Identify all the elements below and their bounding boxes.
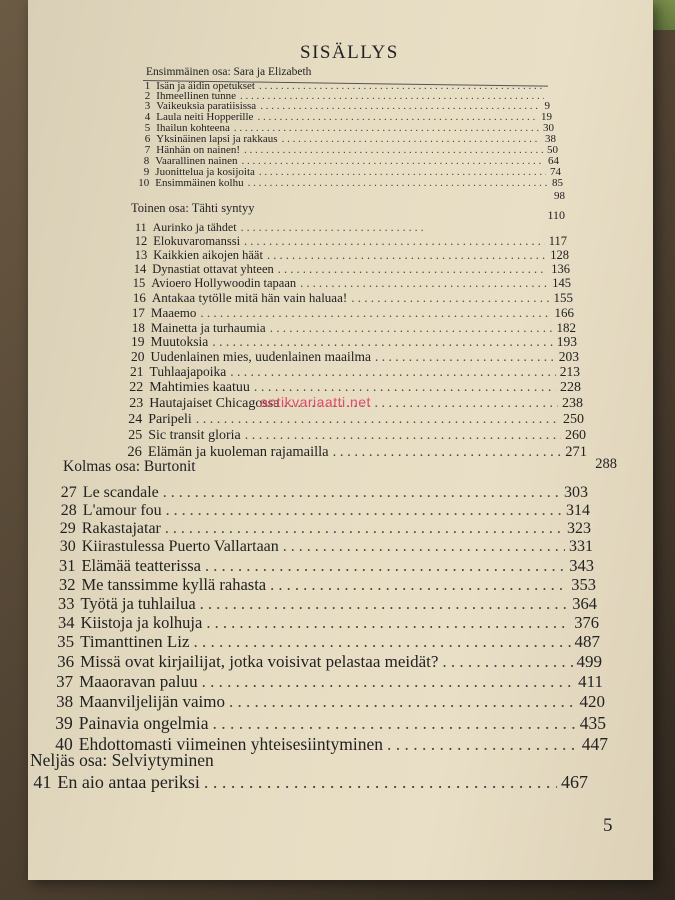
chapter-title: Vaikeuksia paratiisissa: [156, 100, 257, 112]
chapter-number: 41: [33, 772, 52, 792]
dot-leader: [230, 364, 555, 380]
chapter-number: 5: [144, 122, 151, 134]
page-ref: 420: [579, 692, 605, 711]
chapter-number: 17: [131, 305, 145, 320]
page-ref: 499: [576, 652, 602, 671]
page-ref: 435: [579, 713, 606, 733]
chapter-title: Työtä ja tuhlailua: [80, 594, 196, 613]
chapter-title: Juonittelua ja kosijoita: [155, 166, 255, 178]
toc-entry: [131, 220, 431, 235]
toc-entry: [54, 556, 594, 576]
dot-leader: [194, 632, 571, 652]
toc-entry: [56, 502, 590, 520]
dot-leader: [212, 334, 552, 350]
page-ref: 74: [550, 166, 561, 178]
page-ref: 128: [550, 248, 569, 262]
page-ref: 487: [574, 632, 600, 651]
chapter-number: 29: [59, 520, 76, 537]
toc-entry: [124, 412, 584, 428]
watermark: antikvariaatti.net: [260, 394, 371, 410]
chapter-title: Maaemo: [150, 305, 197, 320]
chapter-title: Vaarallinen nainen: [155, 155, 238, 167]
chapter-number: 35: [57, 632, 75, 651]
chapter-title: Elämän ja kuoleman rajamailla: [147, 444, 329, 460]
chapter-number: 32: [58, 575, 76, 594]
page-ref: 250: [563, 412, 584, 427]
dot-leader: [300, 276, 548, 291]
toc-entry: [127, 334, 577, 350]
page-ref: 166: [554, 305, 574, 320]
chapter-title: Missä ovat kirjailijat, jotka voisivat pelastaa meidät?: [80, 652, 439, 671]
dot-leader: [163, 484, 560, 502]
chapter-title: Dynastiat ottavat yhteen: [152, 262, 274, 276]
chapter-number: 34: [57, 613, 75, 632]
chapter-title: Painavia ongelmia: [78, 713, 209, 733]
page-ref: 9: [544, 100, 550, 112]
chapter-title: Rakastajatar: [81, 520, 161, 537]
chapter-title: Le scandale: [82, 484, 159, 501]
chapter-title: Maanviljelijän vaimo: [79, 692, 225, 711]
chapter-number: 9: [143, 166, 150, 178]
chapter-title: Sic transit gloria: [148, 428, 241, 443]
toc-entry: [124, 428, 586, 444]
page-ref: 98: [554, 190, 565, 202]
page-ref: 110: [547, 208, 565, 222]
chapter-title: Antakaa tytölle mitä hän vain haluaa!: [151, 290, 348, 305]
chapter-number: 4: [144, 111, 151, 123]
chapter-number: 13: [134, 248, 148, 262]
chapter-title: En aio antaa periksi: [57, 772, 200, 792]
dot-leader: [229, 692, 576, 712]
part-heading: Ensimmäinen osa: Sara ja Elizabeth: [146, 66, 312, 78]
chapter-number: 20: [131, 349, 145, 364]
chapter-number: 15: [132, 276, 146, 290]
toc-entry: [54, 575, 596, 595]
page-ref: 467: [561, 772, 588, 792]
chapter-number: 12: [134, 234, 148, 248]
page-ref: 353: [571, 575, 596, 594]
book-page: [28, 0, 653, 880]
toc-entry: [53, 613, 599, 633]
chapter-number: 8: [143, 155, 150, 167]
chapter-title: Kiistoja ja kolhuja: [80, 613, 203, 632]
toc-entry: [55, 520, 591, 538]
chapter-number: 38: [56, 692, 74, 711]
toc-entry: [130, 262, 570, 277]
chapter-title: L'amour fou: [82, 502, 162, 519]
page-ref: 155: [553, 290, 573, 305]
chapter-title: Ihailun kohteena: [156, 122, 230, 134]
chapter-number: 10: [138, 177, 150, 189]
page-ref: 331: [569, 538, 593, 555]
toc-entry: [131, 234, 567, 249]
chapter-title: Hautajaiset Chicagossa: [149, 396, 280, 411]
chapter-title: Timanttinen Liz: [80, 632, 190, 651]
toc-entry: [51, 672, 603, 692]
dot-leader: [351, 290, 549, 306]
page-ref: 19: [541, 111, 552, 123]
toc-entry: [127, 349, 579, 365]
page-ref: 447: [581, 734, 608, 754]
toc-entry: [28, 772, 588, 793]
chapter-number: 1: [144, 80, 151, 92]
dot-leader: [165, 520, 563, 538]
dot-leader: [278, 262, 548, 277]
dot-leader: [202, 672, 575, 692]
chapter-number: 2: [144, 90, 151, 102]
page-ref: 136: [551, 262, 570, 276]
chapter-title: Mainetta ja turhaumia: [150, 320, 266, 335]
chapter-number: 7: [144, 144, 151, 156]
toc-entry: [123, 456, 617, 473]
chapter-title: Ehdottomasti viimeinen yhteisesiintyminen: [78, 734, 384, 754]
dot-leader: [200, 594, 569, 614]
toc-entry: [128, 305, 574, 321]
chapter-title: Hänhän on nainen!: [156, 144, 240, 156]
chapter-title: Kaikkien aikojen häät: [153, 248, 263, 262]
chapter-title: Avioero Hollywoodin tapaan: [151, 276, 297, 290]
chapter-number: 11: [135, 220, 147, 234]
dot-leader: [244, 234, 545, 249]
chapter-number: 31: [58, 556, 76, 575]
chapter-number: 24: [128, 412, 143, 427]
dot-leader: [387, 734, 578, 755]
page-ref: 314: [566, 502, 590, 519]
chapter-number: 16: [132, 290, 146, 305]
toc-entry: [129, 290, 573, 306]
toc-entry: [52, 632, 600, 652]
chapter-number: 36: [57, 652, 75, 671]
chapter-title: Tuhlaajapoika: [149, 364, 227, 379]
page-ref: 228: [560, 380, 581, 395]
part-heading: Neljäs osa: Selviytyminen: [30, 750, 214, 770]
chapter-title: Aurinko ja tähdet: [152, 220, 237, 234]
chapter-title: Isän ja äidin opetukset: [156, 80, 255, 92]
dot-leader: [196, 412, 559, 428]
dot-leader: [267, 248, 546, 263]
toc-entry: [51, 692, 605, 712]
dot-leader: [270, 575, 567, 595]
dot-leader: [375, 349, 555, 365]
dot-leader: [204, 772, 557, 793]
page-ref: 271: [565, 444, 587, 460]
page-ref: 145: [552, 276, 571, 290]
dot-leader: [283, 538, 565, 556]
page-ref: 238: [562, 396, 583, 411]
chapter-number: 33: [57, 594, 75, 613]
chapter-title: Maaoravan paluu: [79, 672, 198, 691]
toc-entry: [55, 538, 593, 556]
chapter-number: 3: [144, 100, 151, 112]
dot-leader: [248, 177, 548, 189]
part-heading: Kolmas osa: Burtonit: [63, 458, 196, 475]
dot-leader: [245, 428, 561, 444]
chapter-number: 37: [56, 672, 74, 691]
chapter-title: Kiirastulessa Puerto Vallartaan: [81, 538, 279, 555]
page-ref: 117: [548, 234, 567, 248]
chapter-title: Me tanssimme kyllä rahasta: [81, 575, 267, 594]
toc-entry: [50, 713, 606, 734]
chapter-title: Mahtimies kaatuu: [149, 380, 250, 395]
dot-leader: [200, 305, 550, 321]
toc-entry: [126, 364, 580, 380]
chapter-number: 25: [128, 428, 143, 443]
chapter-number: 19: [131, 334, 145, 349]
chapter-number: 39: [55, 713, 73, 733]
chapter-title: Paripeli: [148, 412, 192, 427]
chapter-title: Yksinäinen lapsi ja rakkaus: [156, 133, 278, 145]
chapter-number: 22: [129, 380, 144, 395]
page-ref: 50: [547, 144, 558, 156]
page-ref: 182: [556, 320, 576, 335]
page-ref: 323: [567, 520, 591, 537]
dot-leader: [241, 220, 427, 235]
page-ref: 376: [574, 613, 599, 632]
page-title: SISÄLLYS: [300, 42, 399, 63]
dot-leader: [213, 713, 576, 734]
page-number: 5: [603, 815, 613, 836]
chapter-title: Laula neiti Hopperille: [156, 111, 254, 123]
page-ref: 288: [595, 456, 617, 472]
part-heading: Toinen osa: Tähti syntyy: [131, 201, 255, 215]
chapter-number: 21: [130, 364, 144, 379]
chapter-title: Elokuvaromanssi: [153, 234, 241, 248]
page-ref: 203: [558, 349, 579, 364]
chapter-title: Uudenlainen mies, uudenlainen maailma: [150, 349, 371, 364]
dot-leader: [205, 556, 565, 576]
chapter-number: 18: [131, 320, 145, 335]
page-ref: 38: [545, 133, 556, 145]
page-ref: 213: [559, 364, 580, 379]
page-ref: 303: [564, 484, 588, 501]
chapter-number: 26: [127, 444, 142, 460]
page-ref: 343: [569, 556, 594, 575]
chapter-number: 27: [60, 484, 77, 501]
page-ref: 260: [565, 428, 586, 443]
chapter-number: 6: [144, 133, 151, 145]
page-ref: 193: [556, 334, 577, 349]
chapter-title: Muutoksia: [150, 334, 209, 349]
chapter-number: 14: [133, 262, 147, 276]
page-ref: 411: [578, 672, 603, 691]
page-ref: 364: [572, 594, 597, 613]
chapter-title: Elämää teatterissa: [81, 556, 201, 575]
chapter-title: Ihmeellinen tunne: [156, 90, 237, 102]
toc-entry: [129, 276, 571, 291]
page-ref: 30: [543, 122, 554, 134]
chapter-number: 23: [129, 396, 144, 411]
page-ref: 64: [548, 155, 559, 167]
dot-leader: [166, 502, 562, 520]
toc-entry: [53, 594, 597, 614]
toc-entry: [56, 484, 588, 502]
toc-entry: [135, 177, 563, 189]
chapter-number: 28: [60, 502, 77, 519]
dot-leader: [206, 613, 570, 633]
chapter-title: Ensimmäinen kolhu: [155, 177, 244, 189]
page-ref: 85: [552, 177, 563, 189]
toc-entry: [131, 248, 569, 263]
table-of-contents: [28, 0, 653, 880]
chapter-number: 30: [59, 538, 76, 555]
chapter-number: 40: [55, 734, 73, 754]
dot-leader: [442, 652, 572, 672]
toc-entry: [52, 652, 602, 672]
